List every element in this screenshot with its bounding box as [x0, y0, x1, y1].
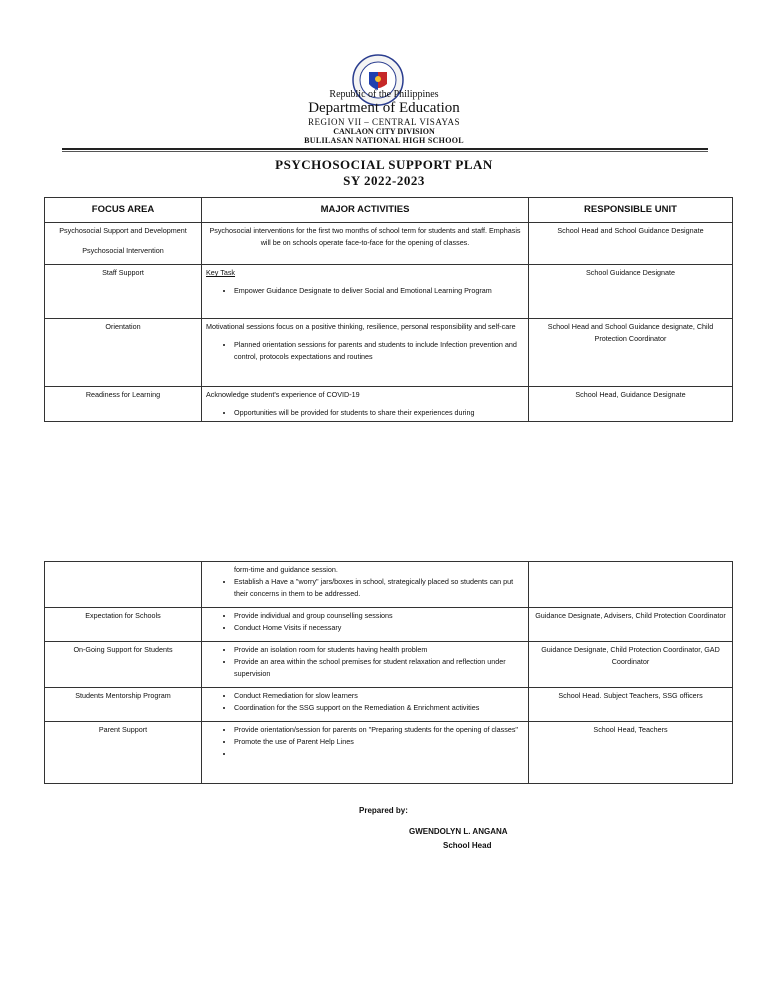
list-item: • Provide an isolation room for students having health problem: [234, 644, 524, 656]
activity-cell: [202, 562, 529, 608]
list-item: • Provide an area within the school premises for student relaxation and reflection under supervision: [234, 656, 524, 680]
division-text: CANLAON CITY DIVISION: [333, 127, 435, 136]
unit-cell: School Head, Teachers: [529, 722, 733, 784]
list-item: • Provide orientation/session for parents on "Preparing students for the opening of classes": [234, 724, 524, 736]
table-row: [45, 642, 733, 688]
list-item: • Provide individual and group counselling sessions: [234, 610, 524, 622]
signatory-name: GWENDOLYN L. ANGANA: [409, 827, 508, 836]
list-item: • Conduct Home Visits if necessary: [234, 622, 524, 634]
header-focus-area: FOCUS AREA: [45, 198, 202, 223]
table-row: [45, 223, 733, 265]
activity-cell: [202, 608, 529, 642]
unit-cell: School Head, Guidance Designate: [529, 387, 733, 422]
list-item-empty: [234, 748, 524, 760]
table-row: [45, 722, 733, 784]
plan-table-continued: [44, 561, 733, 784]
activity-cell: [202, 265, 529, 319]
unit-cell: [529, 562, 733, 608]
key-task-heading: Key Task: [206, 268, 236, 277]
header-divider: [62, 148, 708, 150]
table-row: [45, 387, 733, 422]
focus-cell: Students Mentorship Program: [45, 688, 202, 722]
focus-cell: [45, 562, 202, 608]
school-year: SY 2022-2023: [343, 173, 425, 188]
focus-cell: Parent Support: [45, 722, 202, 784]
activity-cell: [202, 642, 529, 688]
unit-cell: School Head. Subject Teachers, SSG officers: [529, 688, 733, 722]
unit-cell: School Head and School Guidance designate, Child Protection Coordinator: [529, 319, 733, 387]
activity-text: Motivational sessions focus on a positive thinking, resilience, personal responsibility and self-care: [206, 322, 516, 331]
table-row: [45, 319, 733, 387]
list-item: • Coordination for the SSG support on the Remediation & Enrichment activities: [234, 702, 524, 714]
activity-cell: [202, 688, 529, 722]
unit-cell: School Head and School Guidance Designate: [529, 223, 733, 265]
list-item: • Planned orientation sessions for parents and students to include Infection prevention and control, protocols expectations and routines: [234, 339, 524, 363]
list-item: • Opportunities will be provided for students to share their experiences during: [234, 407, 524, 419]
focus-cell: Staff Support: [45, 265, 202, 319]
plan-table: [44, 197, 733, 422]
activity-text: form-time and guidance session.: [234, 565, 338, 574]
table-row: [45, 608, 733, 642]
activity-text: Acknowledge student's experience of COVID-19: [206, 390, 360, 399]
region-text: REGION VII – CENTRAL VISAYAS: [307, 117, 460, 127]
focus-cell: Orientation: [45, 319, 202, 387]
school-name: BULILASAN NATIONAL HIGH SCHOOL: [304, 136, 464, 145]
table-row: [45, 688, 733, 722]
list-item: • Promote the use of Parent Help Lines: [234, 736, 524, 748]
focus-text: Psychosocial Support and Development: [59, 226, 187, 235]
header-major-activities: MAJOR ACTIVITIES: [202, 198, 529, 223]
unit-cell: Guidance Designate, Child Protection Coordinator, GAD Coordinator: [529, 642, 733, 688]
activity-cell: [202, 319, 529, 387]
plan-title: PSYCHOSOCIAL SUPPORT PLAN: [275, 157, 493, 172]
header-divider-thin: [62, 151, 708, 152]
table-row: [45, 265, 733, 319]
unit-cell: School Guidance Designate: [529, 265, 733, 319]
activity-cell: [202, 387, 529, 422]
table-row: [45, 562, 733, 608]
unit-cell: Guidance Designate, Advisers, Child Protection Coordinator: [529, 608, 733, 642]
republic-text: Republic of the Philippines: [329, 89, 439, 100]
focus-cell: Expectation for Schools: [45, 608, 202, 642]
signatory-position: School Head: [443, 841, 492, 850]
list-item: • Establish a Have a "worry" jars/boxes in school, strategically placed so students can put their concerns in them to be addressed.: [234, 576, 524, 600]
focus-cell: On-Going Support for Students: [45, 642, 202, 688]
department-title: Department of Education: [308, 100, 460, 116]
table-header-row: [45, 198, 733, 223]
activity-cell: [202, 722, 529, 784]
focus-subtext: Psychosocial Intervention: [82, 246, 164, 255]
list-item: • Empower Guidance Designate to deliver Social and Emotional Learning Program: [234, 285, 524, 297]
focus-cell: Readiness for Learning: [45, 387, 202, 422]
header-responsible-unit: RESPONSIBLE UNIT: [529, 198, 733, 223]
focus-cell: [45, 223, 202, 265]
activity-cell: Psychosocial interventions for the first two months of school term for students and staff. Emphasis will be on schools operate face-to-face for the opening of classes.: [202, 223, 529, 265]
list-item: • Conduct Remediation for slow learners: [234, 690, 524, 702]
prepared-by-label: Prepared by:: [359, 806, 408, 815]
